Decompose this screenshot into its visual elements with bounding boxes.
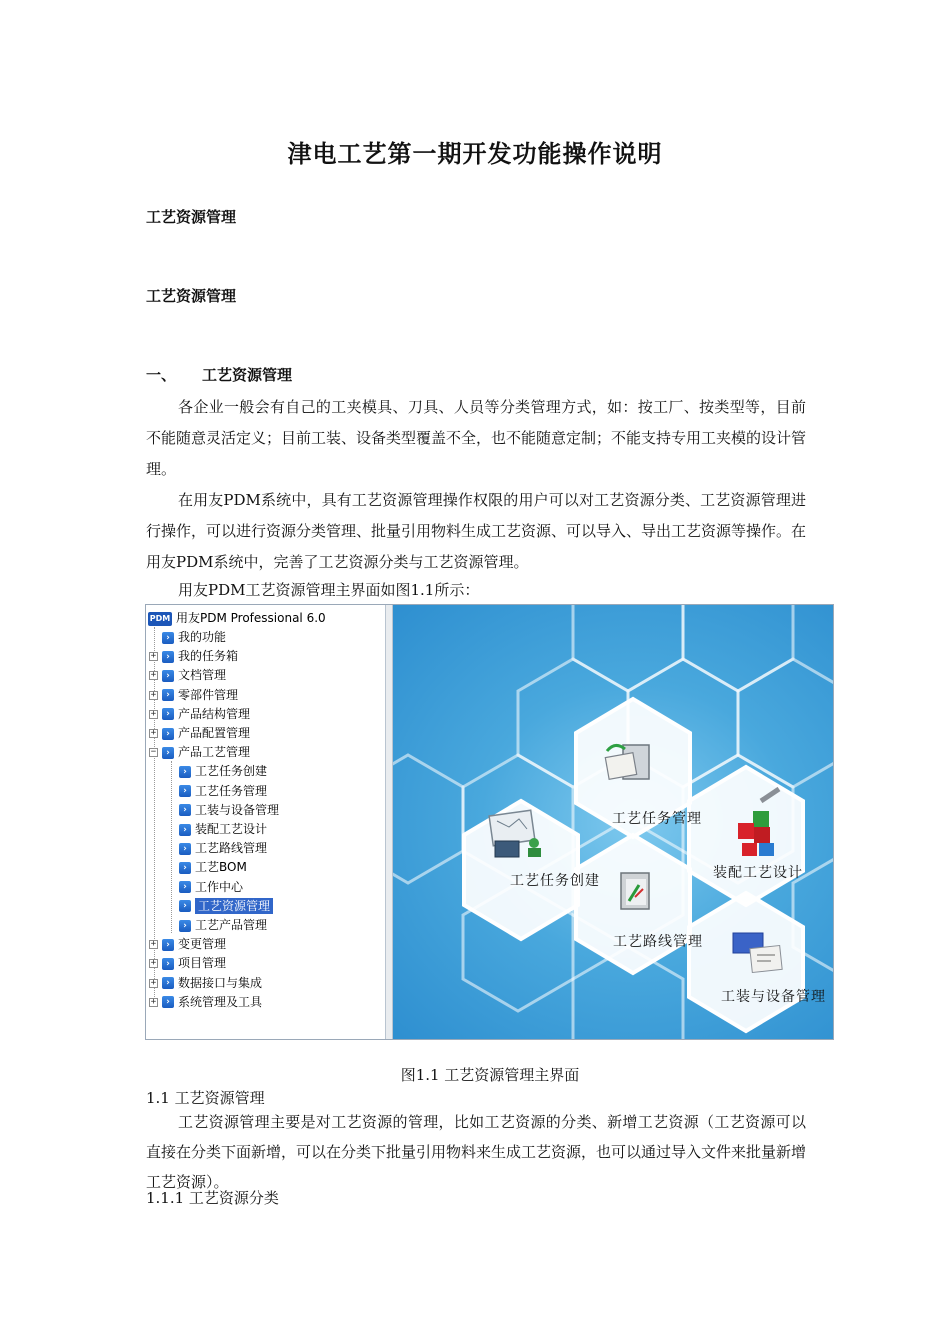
folder-arrow-icon: › bbox=[162, 728, 174, 740]
tree-item-label: 工装与设备管理 bbox=[195, 802, 280, 817]
folder-arrow-icon: › bbox=[179, 766, 191, 778]
module-canvas bbox=[393, 605, 834, 1039]
tree-item[interactable] bbox=[149, 993, 262, 1011]
collapse-icon[interactable]: − bbox=[150, 747, 157, 758]
expand-icon[interactable]: + bbox=[150, 670, 157, 681]
module-tooling-manage[interactable]: 工装与设备管理 bbox=[721, 989, 826, 1005]
tree-scrollbar[interactable] bbox=[386, 605, 393, 1039]
tree-item-label: 系统管理及工具 bbox=[178, 994, 263, 1009]
folder-arrow-icon: › bbox=[162, 651, 174, 663]
tree-item-label: 工艺资源管理 bbox=[195, 898, 273, 914]
hexagon bbox=[393, 755, 463, 883]
figure-caption: 图1.1 工艺资源管理主界面 bbox=[400, 1066, 580, 1084]
screenshot-figure bbox=[145, 604, 834, 1040]
expand-icon[interactable]: + bbox=[150, 651, 157, 662]
hexagon bbox=[683, 605, 793, 691]
tree-item-label: 产品配置管理 bbox=[178, 726, 251, 740]
module-task-manage[interactable]: 工艺任务管理 bbox=[612, 811, 702, 827]
tree-item[interactable] bbox=[166, 801, 279, 819]
folder-arrow-icon: › bbox=[179, 881, 191, 893]
document-title: 津电工艺第一期开发功能操作说明 bbox=[287, 140, 663, 168]
folder-arrow-icon: › bbox=[162, 670, 174, 682]
folder-arrow-icon: › bbox=[179, 785, 191, 797]
expand-icon[interactable]: + bbox=[150, 708, 157, 719]
tree-item[interactable] bbox=[149, 686, 238, 704]
folder-arrow-icon: › bbox=[162, 747, 174, 759]
tree-item-label: 产品工艺管理 bbox=[178, 745, 251, 760]
tree-item-label: 工艺BOM bbox=[195, 860, 247, 875]
module-task-create[interactable]: 工艺任务创建 bbox=[510, 873, 600, 889]
module-hex-tooling-manage bbox=[689, 893, 803, 1031]
folder-arrow-icon: › bbox=[162, 708, 174, 720]
expand-icon[interactable]: + bbox=[150, 958, 157, 969]
paragraph-2: 在用友PDM系统中，具有工艺资源管理操作权限的用户可以对工艺资源分类、工艺资源管理进行操作，可以进行资源分类管理、批量引用物料生成工艺资源、可以导入、导出工艺资源等操作。在用友PDM系统中，完善了工艺资源分类与工艺资源管理。 bbox=[146, 491, 807, 571]
folder-arrow-icon: › bbox=[162, 632, 174, 644]
paragraph-1: 各企业一般会有自己的工夹模具、刀具、人员等分类管理方式，如：按工厂、按类型等，目前不能随意灵活定义；目前工装、设备类型覆盖不全，也不能随意定制；不能支持专用工夹模的设计管理。 bbox=[146, 398, 807, 478]
tree-item[interactable] bbox=[149, 647, 238, 665]
tree-item[interactable] bbox=[166, 782, 267, 800]
navigation-tree bbox=[146, 605, 386, 1039]
tree-item-label: 工艺任务管理 bbox=[195, 783, 268, 798]
tree-item-label: 装配工艺设计 bbox=[195, 822, 268, 836]
tree-root[interactable] bbox=[148, 609, 326, 627]
tree-item-label: 我的任务箱 bbox=[178, 649, 239, 664]
tree-item[interactable] bbox=[149, 666, 226, 684]
route-folder-icon bbox=[621, 873, 649, 909]
tree-item[interactable] bbox=[166, 839, 267, 857]
tree-item[interactable] bbox=[166, 916, 267, 934]
tree-item-label: 变更管理 bbox=[178, 937, 227, 952]
tree-item-label: 我的功能 bbox=[178, 630, 227, 644]
tree-item[interactable] bbox=[149, 935, 226, 953]
folder-arrow-icon: › bbox=[179, 900, 191, 912]
hexagon bbox=[573, 605, 683, 691]
section-number: 一、 bbox=[146, 366, 177, 384]
folder-arrow-icon: › bbox=[162, 939, 174, 951]
tree-item[interactable] bbox=[166, 897, 273, 915]
tree-item-label: 数据接口与集成 bbox=[178, 975, 263, 990]
tree-item-label: 零部件管理 bbox=[178, 687, 239, 702]
section-heading bbox=[146, 364, 292, 385]
toc-entry-1: 工艺资源管理 bbox=[146, 208, 237, 226]
tree-item-label: 产品结构管理 bbox=[178, 706, 251, 721]
tree-item[interactable] bbox=[149, 628, 226, 646]
tree-item-label: 工艺路线管理 bbox=[195, 841, 268, 856]
folder-arrow-icon: › bbox=[179, 843, 191, 855]
subsection-heading-1-1: 1.1 工艺资源管理 bbox=[146, 1089, 265, 1107]
tree-item[interactable] bbox=[166, 762, 267, 780]
tree-item-label: 工艺任务创建 bbox=[195, 764, 268, 779]
module-route-manage[interactable]: 工艺路线管理 bbox=[613, 934, 703, 950]
paragraph-4: 工艺资源管理主要是对工艺资源的管理，比如工艺资源的分类、新增工艺资源（工艺资源可以直接在分类下面新增，可以在分类下批量引用物料来生成工艺资源，也可以通过导入文件来批量新增工艺资源）。 bbox=[146, 1113, 807, 1191]
folder-arrow-icon: › bbox=[162, 977, 174, 989]
subsection-heading-1-1-1: 1.1.1 工艺资源分类 bbox=[146, 1189, 279, 1207]
tree-item[interactable] bbox=[149, 724, 250, 742]
tree-item[interactable] bbox=[149, 954, 226, 972]
module-assembly-design[interactable]: 装配工艺设计 bbox=[713, 865, 803, 881]
expand-icon[interactable]: + bbox=[150, 977, 157, 988]
expand-icon[interactable]: + bbox=[150, 689, 157, 700]
expand-icon[interactable]: + bbox=[150, 728, 157, 738]
folder-arrow-icon: › bbox=[179, 804, 191, 816]
expand-icon[interactable]: + bbox=[150, 996, 157, 1007]
folder-arrow-icon: › bbox=[162, 996, 174, 1008]
paragraph-3: 用友PDM工艺资源管理主界面如图1.1所示： bbox=[178, 581, 480, 599]
tree-root-label: 用友PDM Professional 6.0 bbox=[176, 611, 326, 625]
hexagon bbox=[738, 659, 834, 787]
folder-arrow-icon: › bbox=[162, 689, 174, 701]
tree-item[interactable] bbox=[149, 743, 250, 761]
tree-item[interactable] bbox=[166, 858, 247, 876]
tree-item-label: 项目管理 bbox=[178, 956, 227, 971]
folder-arrow-icon: › bbox=[179, 920, 191, 932]
tree-item-label: 工作中心 bbox=[195, 879, 244, 894]
tree-item[interactable] bbox=[166, 820, 267, 838]
folder-arrow-icon: › bbox=[162, 958, 174, 970]
tree-item[interactable] bbox=[149, 974, 262, 992]
tree-item-label: 文档管理 bbox=[178, 668, 227, 683]
folder-arrow-icon: › bbox=[179, 824, 191, 836]
tree-item-label: 工艺产品管理 bbox=[195, 918, 268, 932]
expand-icon[interactable]: + bbox=[150, 939, 157, 950]
pdm-logo-icon: PDM bbox=[148, 612, 172, 626]
toc-entry-2: 工艺资源管理 bbox=[146, 287, 237, 305]
folder-arrow-icon: › bbox=[179, 862, 191, 874]
tree-item[interactable] bbox=[149, 705, 250, 723]
tree-item[interactable] bbox=[166, 878, 243, 896]
section-title: 工艺资源管理 bbox=[202, 366, 293, 384]
